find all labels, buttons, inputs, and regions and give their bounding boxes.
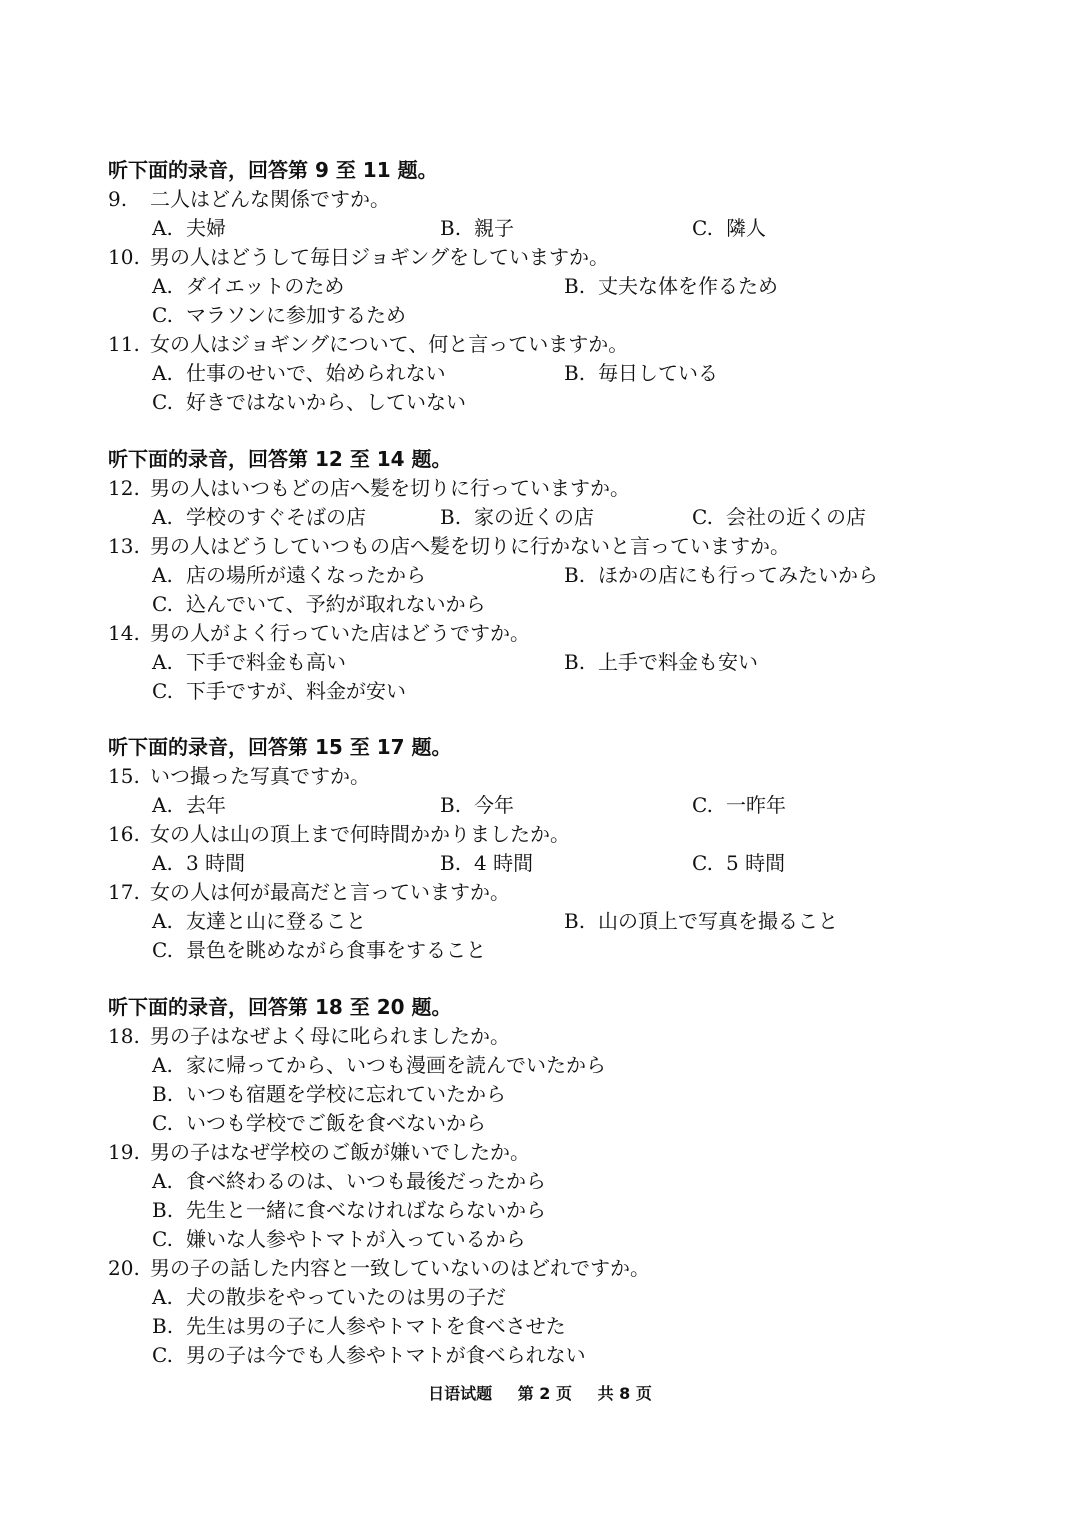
option-text: マラソンに参加するため	[186, 303, 406, 327]
question-text: 二人はどんな関係ですか。	[150, 187, 390, 211]
option-label: B.	[440, 505, 462, 529]
question-11	[108, 330, 1008, 359]
option-text: 上手で料金も安い	[598, 650, 758, 674]
option-label: A.	[152, 1169, 173, 1193]
option-b[interactable]	[152, 1196, 546, 1225]
options-row	[108, 214, 1008, 243]
question-number: 19.	[108, 1140, 140, 1164]
question-number: 10.	[108, 245, 140, 269]
option-c[interactable]	[152, 1225, 526, 1254]
question-20	[108, 1254, 1008, 1283]
question-text: 男の子の話した内容と一致していないのはどれですか。	[150, 1256, 650, 1280]
option-text: 好きではないから、していない	[186, 390, 466, 414]
option-c[interactable]	[152, 1109, 486, 1138]
option-label: B.	[152, 1082, 174, 1106]
question-text: 男の人はどうして毎日ジョギングをしていますか。	[150, 245, 609, 269]
option-text: いつも学校でご飯を食べないから	[186, 1111, 486, 1135]
options-row	[108, 1283, 1008, 1312]
option-text: 込んでいて、予約が取れないから	[186, 592, 486, 616]
option-c[interactable]	[152, 388, 466, 417]
question-number: 14.	[108, 621, 140, 645]
option-label: B.	[440, 851, 462, 875]
option-c[interactable]	[152, 301, 406, 330]
option-label: A.	[152, 650, 173, 674]
option-label: C.	[152, 390, 173, 414]
option-a[interactable]	[152, 648, 346, 677]
option-b[interactable]	[440, 214, 514, 243]
option-c[interactable]	[692, 503, 866, 532]
option-label: C.	[152, 592, 173, 616]
question-number: 18.	[108, 1024, 140, 1048]
option-b[interactable]	[152, 1312, 566, 1341]
option-label: A.	[152, 563, 173, 587]
option-label: A.	[152, 361, 173, 385]
section-15-17	[108, 733, 1008, 965]
option-c[interactable]	[692, 791, 786, 820]
footer-subject: 日语试题	[428, 1384, 493, 1403]
option-text: 仕事のせいで、始められない	[186, 361, 446, 385]
options-row	[108, 503, 1008, 532]
option-b[interactable]	[564, 907, 838, 936]
section-header: 听下面的录音，回答第 15 至 17 题。	[108, 735, 452, 759]
options-row	[108, 1225, 1008, 1254]
option-text: 男の子は今でも人参やトマトが食べられない	[186, 1343, 586, 1367]
option-label: C.	[692, 216, 713, 240]
question-text: 男の人がよく行っていた店はどうですか。	[150, 621, 530, 645]
question-number: 13.	[108, 534, 140, 558]
option-c[interactable]	[692, 849, 785, 878]
question-text: 女の人は何が最高だと言っていますか。	[150, 880, 510, 904]
option-text: 去年	[186, 793, 226, 817]
options-row	[108, 791, 1008, 820]
option-a[interactable]	[152, 1167, 546, 1196]
option-label: A.	[152, 505, 173, 529]
option-text: 4 時間	[474, 851, 534, 875]
option-text: 店の場所が遠くなったから	[186, 563, 426, 587]
question-10	[108, 243, 1008, 272]
question-13	[108, 532, 1008, 561]
option-text: 親子	[474, 216, 514, 240]
option-text: 食べ終わるのは、いつも最後だったから	[186, 1169, 546, 1193]
options-row	[108, 1312, 1008, 1341]
option-b[interactable]	[564, 561, 878, 590]
question-12	[108, 474, 1008, 503]
footer-total-pages: 共 8 页	[597, 1384, 652, 1403]
option-label: A.	[152, 274, 173, 298]
options-row	[108, 677, 1008, 706]
option-label: A.	[152, 909, 173, 933]
options-row	[108, 648, 1008, 677]
option-text: 5 時間	[726, 851, 786, 875]
option-c[interactable]	[152, 590, 486, 619]
option-label: C.	[692, 793, 713, 817]
page-footer	[0, 1381, 1080, 1404]
option-label: C.	[152, 679, 173, 703]
option-b[interactable]	[152, 1080, 506, 1109]
option-text: 下手ですが、料金が安い	[186, 679, 406, 703]
option-b[interactable]	[564, 272, 778, 301]
option-label: C.	[692, 851, 713, 875]
option-text: 嫌いな人参やトマトが入っているから	[186, 1227, 526, 1251]
option-text: 先生と一緒に食べなければならないから	[186, 1198, 546, 1222]
option-label: B.	[564, 909, 586, 933]
options-row	[108, 301, 1008, 330]
option-b[interactable]	[440, 791, 514, 820]
section-header: 听下面的录音，回答第 18 至 20 题。	[108, 995, 452, 1019]
option-a[interactable]	[152, 503, 366, 532]
option-text: 丈夫な体を作るため	[598, 274, 778, 298]
option-c[interactable]	[152, 936, 486, 965]
option-text: ほかの店にも行ってみたいから	[598, 563, 878, 587]
question-text: 女の人は山の頂上まで何時間かかりましたか。	[150, 822, 570, 846]
question-9	[108, 185, 1008, 214]
option-text: 学校のすぐそばの店	[186, 505, 366, 529]
option-text: 3 時間	[186, 851, 246, 875]
section-header: 听下面的录音，回答第 12 至 14 题。	[108, 447, 452, 471]
options-row	[108, 936, 1008, 965]
option-b[interactable]	[440, 849, 533, 878]
option-label: B.	[440, 216, 462, 240]
option-text: 友達と山に登ること	[186, 909, 366, 933]
footer-page-number: 第 2 页	[517, 1384, 572, 1403]
question-text: 男の子はなぜよく母に叱られましたか。	[150, 1024, 510, 1048]
option-text: 家の近くの店	[474, 505, 594, 529]
option-label: A.	[152, 1053, 173, 1077]
options-row	[108, 1196, 1008, 1225]
options-row	[108, 1080, 1008, 1109]
section-18-20	[108, 993, 1008, 1370]
options-row	[108, 561, 1008, 590]
options-row	[108, 1167, 1008, 1196]
option-text: 先生は男の子に人参やトマトを食べさせた	[186, 1314, 566, 1338]
question-text: 女の人はジョギングについて、何と言っていますか。	[150, 332, 629, 356]
question-number: 15.	[108, 764, 140, 788]
option-text: 景色を眺めながら食事をすること	[186, 938, 486, 962]
option-label: A.	[152, 851, 173, 875]
option-text: 下手で料金も高い	[186, 650, 346, 674]
option-a[interactable]	[152, 561, 426, 590]
option-label: B.	[152, 1198, 174, 1222]
option-label: A.	[152, 1285, 173, 1309]
question-17	[108, 878, 1008, 907]
question-number: 9.	[108, 187, 128, 211]
option-a[interactable]	[152, 907, 366, 936]
option-text: 夫婦	[186, 216, 226, 240]
question-18	[108, 1022, 1008, 1051]
option-label: B.	[152, 1314, 174, 1338]
section-header: 听下面的录音，回答第 9 至 11 题。	[108, 158, 438, 182]
question-text: 男の人はどうしていつもの店へ髪を切りに行かないと言っていますか。	[150, 534, 790, 558]
question-number: 20.	[108, 1256, 140, 1280]
options-row	[108, 1051, 1008, 1080]
option-text: いつも宿題を学校に忘れていたから	[186, 1082, 506, 1106]
options-row	[108, 388, 1008, 417]
option-b[interactable]	[564, 648, 758, 677]
options-row	[108, 907, 1008, 936]
question-16	[108, 820, 1008, 849]
option-text: 家に帰ってから、いつも漫画を読んでいたから	[186, 1053, 606, 1077]
option-text: 毎日している	[598, 361, 718, 385]
option-label: C.	[692, 505, 713, 529]
question-text: いつ撮った写真ですか。	[150, 764, 370, 788]
option-label: C.	[152, 1111, 173, 1135]
option-text: 会社の近くの店	[726, 505, 866, 529]
option-a[interactable]	[152, 1051, 606, 1080]
option-label: C.	[152, 1343, 173, 1367]
question-19	[108, 1138, 1008, 1167]
options-row	[108, 590, 1008, 619]
question-text: 男の人はいつもどの店へ髪を切りに行っていますか。	[150, 476, 630, 500]
option-label: B.	[564, 563, 586, 587]
option-a[interactable]	[152, 214, 226, 243]
option-c[interactable]	[692, 214, 766, 243]
option-label: C.	[152, 303, 173, 327]
question-number: 12.	[108, 476, 140, 500]
question-number: 11.	[108, 332, 140, 356]
option-a[interactable]	[152, 1283, 506, 1312]
options-row	[108, 272, 1008, 301]
option-text: ダイエットのため	[186, 274, 345, 298]
question-number: 17.	[108, 880, 140, 904]
question-14	[108, 619, 1008, 648]
options-row	[108, 1109, 1008, 1138]
option-label: A.	[152, 216, 173, 240]
option-b[interactable]	[440, 503, 594, 532]
option-label: B.	[564, 361, 586, 385]
option-a[interactable]	[152, 272, 344, 301]
section-12-14	[108, 445, 1008, 706]
option-label: C.	[152, 1227, 173, 1251]
option-a[interactable]	[152, 849, 245, 878]
option-text: 犬の散歩をやっていたのは男の子だ	[186, 1285, 506, 1309]
option-label: C.	[152, 938, 173, 962]
option-text: 隣人	[726, 216, 766, 240]
option-a[interactable]	[152, 791, 226, 820]
option-label: A.	[152, 793, 173, 817]
option-b[interactable]	[564, 359, 718, 388]
question-15	[108, 762, 1008, 791]
option-label: B.	[564, 274, 586, 298]
options-row	[108, 359, 1008, 388]
section-9-11	[108, 156, 1008, 417]
option-c[interactable]	[152, 1341, 586, 1370]
options-row	[108, 1341, 1008, 1370]
option-c[interactable]	[152, 677, 406, 706]
option-label: B.	[564, 650, 586, 674]
options-row	[108, 849, 1008, 878]
question-text: 男の子はなぜ学校のご飯が嫌いでしたか。	[150, 1140, 530, 1164]
option-a[interactable]	[152, 359, 446, 388]
question-number: 16.	[108, 822, 140, 846]
option-text: 今年	[474, 793, 514, 817]
option-label: B.	[440, 793, 462, 817]
option-text: 一昨年	[726, 793, 786, 817]
option-text: 山の頂上で写真を撮ること	[598, 909, 838, 933]
